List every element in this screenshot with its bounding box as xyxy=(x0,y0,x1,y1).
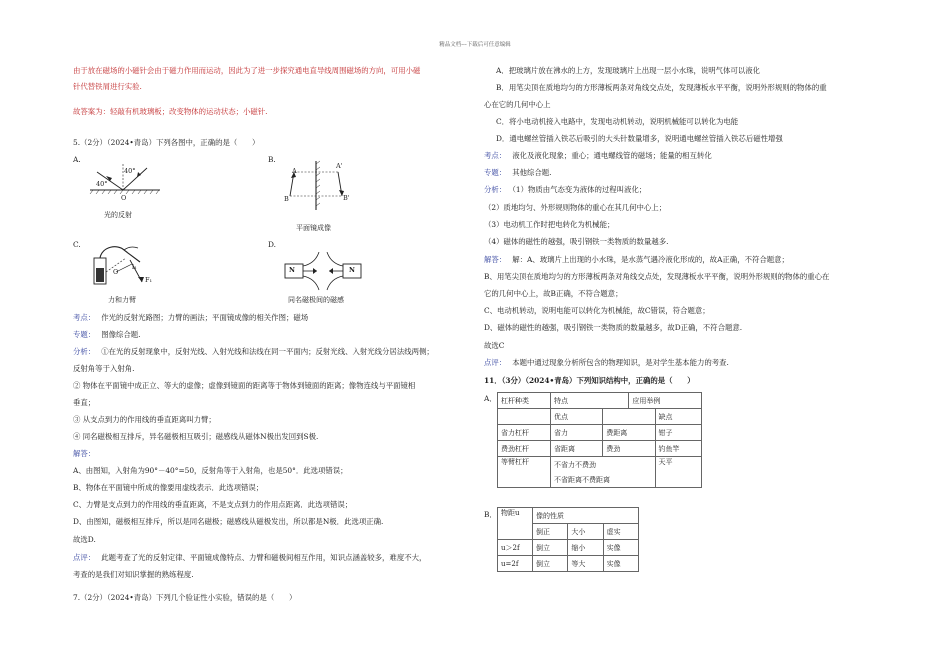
table-cell: u=2f xyxy=(498,556,533,572)
figure-b-point-label: A' xyxy=(336,162,343,170)
zhuanti-text: 图像综合题. xyxy=(101,330,141,339)
table-cell: 像的性质 xyxy=(533,508,639,524)
option-c-label: C. xyxy=(73,240,81,249)
table-cell: 不省距离不费距离 xyxy=(551,472,656,488)
figure-d-pole-label: N xyxy=(349,266,355,274)
figure-a-angle-label: 40° xyxy=(96,180,108,188)
analysis-line: ③ 从支点到力的作用线的垂直距离叫力臂； xyxy=(73,415,216,424)
lever-table xyxy=(497,392,702,488)
option-b-text: 心在它的几何中心上 xyxy=(484,100,551,109)
table-cell: 虚实 xyxy=(603,524,638,540)
fenxi-label: 分析： xyxy=(484,185,507,194)
zhuanti-label: 专题： xyxy=(484,168,507,177)
zhuanti-label: 专题： xyxy=(73,330,96,339)
question-7: 7.（2分）（2024•青岛）下列几个验证性小实验，错误的是（ ） xyxy=(73,593,297,602)
fenxi-label: 分析： xyxy=(73,347,96,356)
kaodian-text: 液化及液化现象；重心；通电螺线管的磁场；能量的相互转化 xyxy=(512,151,712,160)
table-cell: 费劲杠杆 xyxy=(498,441,551,457)
table-cell: 费距离 xyxy=(603,425,655,441)
table-cell: 大小 xyxy=(568,524,603,540)
table-cell: 物距u xyxy=(498,508,533,540)
kaodian-label: 考点： xyxy=(484,151,507,160)
analysis-line: （3）电动机工作时把电转化为机械能； xyxy=(484,220,615,229)
table-cell: 等大 xyxy=(568,556,603,572)
option-a-label: A. xyxy=(73,155,81,164)
table-cell: 倒立 xyxy=(533,540,568,556)
figure-d-pole-label: N xyxy=(289,266,295,274)
table-cell: 省力杠杆 xyxy=(498,425,551,441)
analysis-line: ①在光的反射现象中，反射光线、入射光线和法线在同一平面内；反射光线、入射光线分居法线两侧； xyxy=(101,347,434,356)
analysis-line: （4）磁体的磁性的越强，吸引钢铁一类物质的数量越多. xyxy=(484,237,669,246)
figure-b-point-label: A xyxy=(292,167,297,175)
analysis-line: ② 物体在平面镜中成正立、等大的虚像；虚像到镜面的距离等于物体到镜面的距离；像物连线与平面镜相 xyxy=(73,381,416,390)
figure-a-caption: 光的反射 xyxy=(104,211,132,219)
question-11: 11．（3分）（2024•青岛）下列知识结构中，正确的是（ ） xyxy=(484,376,695,385)
solution-line: 它的几何中心上，故B正确，不符合题意； xyxy=(484,289,623,298)
solution-line: D、磁体的磁性的越强，吸引钢铁一类物质的数量越多，故D正确，不符合题意. xyxy=(484,323,743,332)
figure-c-force-label: F₁ xyxy=(145,276,153,284)
table-a-prefix: A． xyxy=(484,394,497,403)
page-header: 精品文档---下载后可任意编辑 xyxy=(439,42,511,48)
dianping-label: 点评： xyxy=(484,358,507,367)
figure-b-point-label: B xyxy=(284,195,289,203)
table-cell xyxy=(603,409,655,425)
table-cell: 等臂杠杆 xyxy=(498,457,551,488)
table-cell: u＞2f xyxy=(498,540,533,556)
solution-line: C、力臂是支点到力的作用线的垂直距离，不是支点到力的作用点距离．此选项错误； xyxy=(73,500,353,509)
figure-lever-arm xyxy=(88,242,168,297)
option-b-text: B．用笔尖顶在质地均匀的方形薄板两条对角线交点处，发现薄板水平平衡，说明外形规则的物体的重 xyxy=(496,83,827,92)
table-cell: 省距离 xyxy=(551,441,603,457)
table-cell: 缩小 xyxy=(568,540,603,556)
question-5: 5.（2分）（2024•青岛）下列各图中，正确的是（ ） xyxy=(73,138,260,147)
kaodian-text: 作光的反射光路图；力臂的画法；平面镜成像的相关作图；磁场 xyxy=(101,313,309,322)
figure-c-lever-label: l₁ xyxy=(132,263,137,271)
figure-d-caption: 同名磁极间的磁感 xyxy=(288,296,344,304)
table-cell: 钓鱼竿 xyxy=(655,441,701,457)
solution-line: A、由图知，入射角为90°－40°=50，反射角等于入射角，也是50°．此选项错误； xyxy=(73,466,348,475)
analysis-line: ④ 同名磁极相互排斥，异名磁极相互吸引；磁感线从磁体N极出发回到S极. xyxy=(73,432,319,441)
table-cell: 不省力不费劲 xyxy=(551,457,656,473)
table-cell: 省力 xyxy=(551,425,603,441)
analysis-line: 反射角等于入射角. xyxy=(73,364,135,373)
answer-choice: 故选D. xyxy=(73,535,96,544)
solution-line: 解：A、玻璃片上出现的小水珠，是水蒸气遇冷液化形成的，故A正确，不符合题意； xyxy=(512,255,789,264)
table-cell: 缺点 xyxy=(655,409,701,425)
answer-summary: 故答案为：轻敲有机玻璃板；改变物体的运动状态；小磁针. xyxy=(73,107,268,116)
kaodian-label: 考点： xyxy=(73,313,96,322)
solution-line: C、电动机转动，说明电能可以转化为机械能，故C错误，符合题意； xyxy=(484,306,710,315)
table-cell: 优点 xyxy=(551,409,603,425)
figure-a-point-label: O xyxy=(121,194,127,202)
solution-line: B、用笔尖顶在质地均匀的方形薄板两条对角线交点处，发现薄板水平平衡，说明外形规则的物体的重心在 xyxy=(484,272,830,281)
answer-text-line: 由于放在磁场的小磁针会由于磁力作用而运动，因此为了进一步探究通电直导线周围磁场的方向，可用小磁 xyxy=(73,66,421,75)
comment-line: 本题中通过现象分析所包含的物理知识，是对学生基本能力的考查. xyxy=(512,358,729,367)
answer-text-line: 针代替铁屑进行实验. xyxy=(73,82,142,91)
jieda-label: 解答： xyxy=(73,449,96,458)
comment-line: 考查的是我们对知识掌握的熟练程度. xyxy=(73,570,194,579)
solution-line: B、物体在平面镜中所成的像要用虚线表示．此选项错误； xyxy=(73,483,264,492)
option-d-label: D. xyxy=(268,240,277,249)
option-c-text: C．将小电动机接入电路中，发现电动机转动，说明机械能可以转化为电能 xyxy=(496,117,739,126)
dianping-label: 点评： xyxy=(73,553,96,562)
figure-b-point-label: B' xyxy=(343,194,350,202)
table-cell: 钳子 xyxy=(655,425,701,441)
lens-table xyxy=(497,507,639,572)
figure-b-caption: 平面镜成像 xyxy=(296,224,331,232)
table-cell: 费劲 xyxy=(603,441,655,457)
option-b-label: B. xyxy=(268,155,276,164)
jieda-label: 解答： xyxy=(484,255,507,264)
option-a-text: A．把玻璃片放在沸水的上方，发现玻璃片上出现一层小水珠，说明气体可以液化 xyxy=(496,66,761,75)
figure-a-angle-label: 40° xyxy=(124,167,136,175)
solution-line: D、由图知，磁极相互排斥，所以是同名磁极；磁感线从磁极发出，所以都是N极．此选项正确. xyxy=(73,517,384,526)
table-cell: 特点 xyxy=(551,393,629,409)
figure-c-point-label: O xyxy=(113,268,119,276)
figure-c-caption: 力和力臂 xyxy=(108,296,136,304)
table-cell: 倒正 xyxy=(533,524,568,540)
table-cell: 实像 xyxy=(603,540,638,556)
table-cell: 实像 xyxy=(603,556,638,572)
analysis-line: （1）物质由气态变为液体的过程叫液化； xyxy=(512,185,647,194)
table-cell: 倒立 xyxy=(533,556,568,572)
analysis-line: （2）质地均匀、外形规则物体的重心在其几何中心上； xyxy=(484,203,667,212)
analysis-line: 垂直； xyxy=(73,398,96,407)
comment-line: 此题考查了光的反射定律、平面镜成像特点、力臂和磁极间相互作用，知识点涵盖较多，难度不大， xyxy=(101,553,427,562)
zhuanti-text: 其他综合题. xyxy=(512,168,552,177)
table-cell xyxy=(498,409,551,425)
table-b-prefix: B． xyxy=(484,510,497,519)
option-d-text: D．通电螺丝管插入铁芯后吸引的大头针数量增多，说明通电螺丝管插入铁芯后磁性增强 xyxy=(496,134,783,143)
answer-choice: 故选C xyxy=(484,341,505,350)
table-cell: 杠杆种类 xyxy=(498,393,551,409)
table-cell: 应用举例 xyxy=(629,393,702,409)
table-cell: 天平 xyxy=(655,457,701,488)
